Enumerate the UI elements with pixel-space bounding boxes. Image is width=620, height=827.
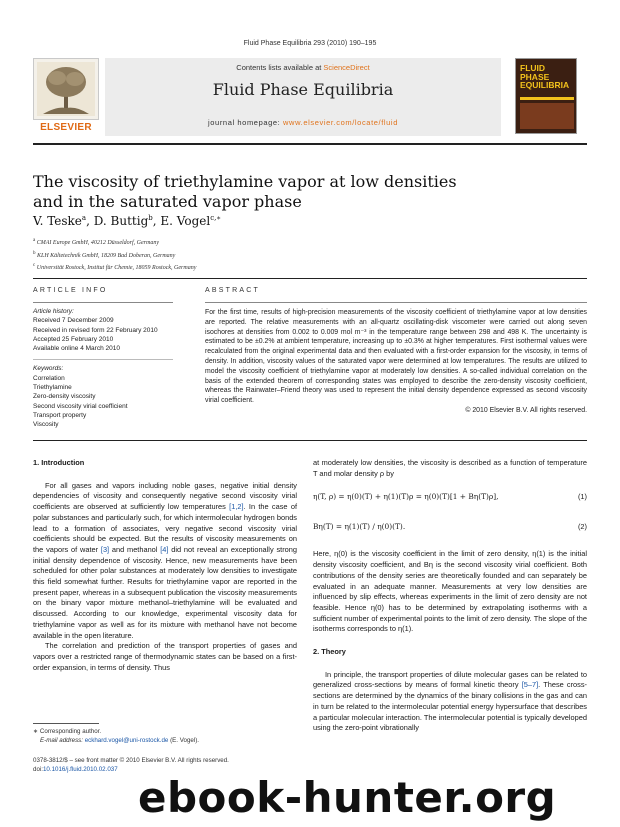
citation-link[interactable]: [5–7] xyxy=(521,680,539,690)
article-history xyxy=(33,307,173,353)
intro-paragraph: For all gases and vapors including noble gases, negative initial density dependencies of viscosity and consequently negative second viscosity virial coefficients are observed at sufficiently low temperatures [1,2]. In the case of polar substances and particularly such, for which intermolecular hydrogen bonds lead to a formation of associates, very negative second viscosity virial coefficients should be expected. But the results of viscosity measurements on the vapors of water [3] and methanol [4] did not reveal an exceptionally strong initial density dependence of viscosity. Hence, new measurements have been scheduled for other polar substances at moderately low densities to investigate this field somewhat further. Results for triethylamine vapor are reported in the present paper, whereas in a subsequent publication the viscosity measurements on the binary vapor mixture methanol–triethylamine will be evaluated and discussed. According to our knowledge, experimental viscosity data for triethylamine vapor as well as for its mixture with methanol have not become available in the open literature. xyxy=(33,480,297,640)
abstract-copyright: © 2010 Elsevier B.V. All rights reserved. xyxy=(465,406,587,414)
elsevier-logo[interactable] xyxy=(33,58,99,134)
journal-homepage-line xyxy=(105,118,501,127)
abstract-text: For the first time, results of high-precision measurements of the viscosity coefficient of triethylamine vapor at low densities are reported. The relative measurements with an all-quartz oscillating-disk viscometer were carried out along seven isochores at densities from 0.002 to 0.009 mol m⁻³ in the temperature range between 298 and 498 K. The uncertainty is estimated to be ±0.2% at ambient temperature, increasing up to ±0.3% at higher temperatures. First isothermal values were recalculated from the original experimental data and then evaluated with a first-order expansion for the viscosity, in terms of density. In addition, viscosity values of the saturated vapor were determined at low temperatures. The results are utilized to model the viscosity coefficient of triethylamine vapor at moderately low densities. A so-called individual correlation on the basis of the extended theorem of corresponding states was employed to describe the zero-density viscosity coefficient, whereas the Rainwater–Friend theory was used to represent the initial density dependence expressed as second viscosity virial coefficient. xyxy=(205,309,587,405)
keyword[interactable]: Triethylamine xyxy=(33,384,72,392)
paper-title-line: and in the saturated vapor phase xyxy=(33,192,302,211)
equation-1 xyxy=(313,487,587,509)
issn-line: 0378-3812/$ – see front matter © 2010 Elsevier B.V. All rights reserved. xyxy=(33,757,229,764)
keywords xyxy=(33,364,173,429)
right-column xyxy=(313,458,587,734)
author-affil-mark[interactable]: a xyxy=(81,214,87,222)
issn-block xyxy=(33,757,229,775)
equation-number: (2) xyxy=(577,522,587,532)
keyword[interactable]: Correlation xyxy=(33,374,65,382)
footnote-rule xyxy=(33,723,99,724)
history-label: Article history: xyxy=(33,308,74,315)
author-name: D. Buttig xyxy=(93,214,149,228)
contents-prefix: Contents lists available at xyxy=(236,63,324,72)
equation-2 xyxy=(313,517,587,539)
theory-paragraph: In principle, the transport properties of dilute molecular gases can be related to generalized cross-sections by means of formal kinetic theory [5–7]. These cross-sections are determined by the dynamics of the binary collisions in the gas and can in turn be related to the intermolecular potential energy hypersurface that describes a particular molecular interaction. The intermolecular potential is typically developed using the zero-point vibrationally xyxy=(313,669,588,733)
intro-paragraph: The correlation and prediction of the transport properties of gases and vapors over a restricted range of thermodynamic states can be based on a first-order expansion, in terms of density. Thus xyxy=(33,641,297,672)
journal-cover-thumbnail[interactable] xyxy=(515,58,577,134)
keyword[interactable]: Zero-density viscosity xyxy=(33,393,96,401)
affiliation-list xyxy=(33,236,196,274)
keywords-rule xyxy=(33,359,173,360)
corresponding-author-note: ∗ Corresponding author. xyxy=(33,728,102,735)
introduction-heading: 1. Introduction xyxy=(33,458,85,467)
right-lead: at moderately low densities, the viscosity is described as a function of temperature T and molar density ρ by xyxy=(313,458,587,478)
citation-link[interactable]: [3] xyxy=(100,544,110,554)
article-info-heading: ARTICLE INFO xyxy=(33,287,108,294)
abstract-heading: ABSTRACT xyxy=(205,287,260,294)
contents-line xyxy=(105,63,501,72)
author-list: V. Teske$^a$, D. Buttig$^b$, E. Vogel$^{c,∗}$ xyxy=(33,214,222,228)
article-info-rule xyxy=(33,302,173,303)
equation-body: Bη(T) = η(1)(T) / η(0)(T). xyxy=(313,522,406,532)
paper-title-line: The viscosity of triethylamine vapor at low densities xyxy=(33,172,457,191)
abstract-rule xyxy=(205,302,587,303)
keyword[interactable]: Second viscosity virial coefficient xyxy=(33,402,128,410)
journal-masthead xyxy=(33,58,587,136)
header-divider xyxy=(33,278,587,279)
email-link[interactable]: eckhard.vogel@uni-rostock.de xyxy=(84,736,169,744)
equation-body: η(T, ρ) = η(0)(T) + η(1)(T)ρ = η(0)(T)[1 + Bη(T)ρ], xyxy=(313,492,499,502)
citation-link[interactable]: [4] xyxy=(160,544,169,554)
history-item: Received in revised form 22 February 2010 xyxy=(33,326,158,334)
sciencedirect-link[interactable]: ScienceDirect xyxy=(323,63,370,72)
watermark: ebook-hunter.org xyxy=(138,773,557,822)
affiliation: $^b$ KLH Kältetechnik GmbH, 18209 Bad Doberan, Germany xyxy=(33,250,176,259)
doi-line: doi:10.1016/j.fluid.2010.02.037 xyxy=(33,765,118,773)
left-column xyxy=(33,458,297,673)
cover-stripe xyxy=(520,97,574,100)
keywords-label: Keywords: xyxy=(33,365,64,373)
history-item: Accepted 25 February 2010 xyxy=(33,335,114,343)
cover-title: FLUID PHASE EQUILIBRIA xyxy=(520,63,570,90)
journal-banner xyxy=(105,58,501,136)
abstract xyxy=(205,287,587,416)
homepage-prefix: journal homepage: xyxy=(208,118,284,127)
affiliation: $^a$ CMAI Europe GmbH, 40212 Düsseldorf, Germany xyxy=(33,238,159,246)
elsevier-tree-icon xyxy=(33,58,99,120)
history-item: Received 7 December 2009 xyxy=(33,317,114,325)
author-name: E. Vogel xyxy=(160,214,211,228)
running-head: Fluid Phase Equilibria 293 (2010) 190–195 xyxy=(243,40,377,47)
citation-link[interactable]: [1,2] xyxy=(229,502,244,512)
doi-link[interactable]: 10.1016/j.fluid.2010.02.037 xyxy=(42,765,118,773)
elsevier-wordmark: ELSEVIER xyxy=(40,122,92,133)
author-name: V. Teske xyxy=(33,214,82,228)
equation-number: (1) xyxy=(577,492,587,502)
masthead-rule xyxy=(33,143,587,145)
article-info xyxy=(33,287,173,430)
author-affil-mark[interactable]: c,∗ xyxy=(210,214,222,222)
footnote xyxy=(33,728,303,746)
front-matter-rule xyxy=(33,440,587,441)
author-affil-mark[interactable]: b xyxy=(148,214,153,222)
definitions-paragraph: Here, η(0) is the viscosity coefficient in the limit of zero density, η(1) is the initial density viscosity coefficient, and Bη is the second viscosity virial coefficient. Both contributions of the density series are theoretically founded and can separately be evaluated in an adequate manner. Measurements at very low densities are influenced by slip effects, whereas experiments in the limit of zero density are not feasible. Hence η(0) has to be determined by extrapolating isotherms with a sufficient number of experimental points to the limit of zero density. The slope of the isotherms corresponds to η(1). xyxy=(313,549,587,634)
keyword[interactable]: Viscosity xyxy=(33,421,59,429)
journal-name: Fluid Phase Equilibria xyxy=(212,80,394,99)
theory-heading: 2. Theory xyxy=(313,647,346,657)
paper-title xyxy=(33,172,553,212)
homepage-link[interactable]: www.elsevier.com/locate/fluid xyxy=(283,118,398,127)
history-item: Available online 4 March 2010 xyxy=(33,345,120,353)
email-line: E-mail address: eckhard.vogel@uni-rostock.de (E. Vogel). xyxy=(40,736,199,744)
keyword[interactable]: Transport property xyxy=(33,411,87,419)
affiliation: $^c$ Universität Rostock, Institut für Chemie, 18059 Rostock, Germany xyxy=(33,263,197,271)
cover-panel xyxy=(520,103,574,129)
